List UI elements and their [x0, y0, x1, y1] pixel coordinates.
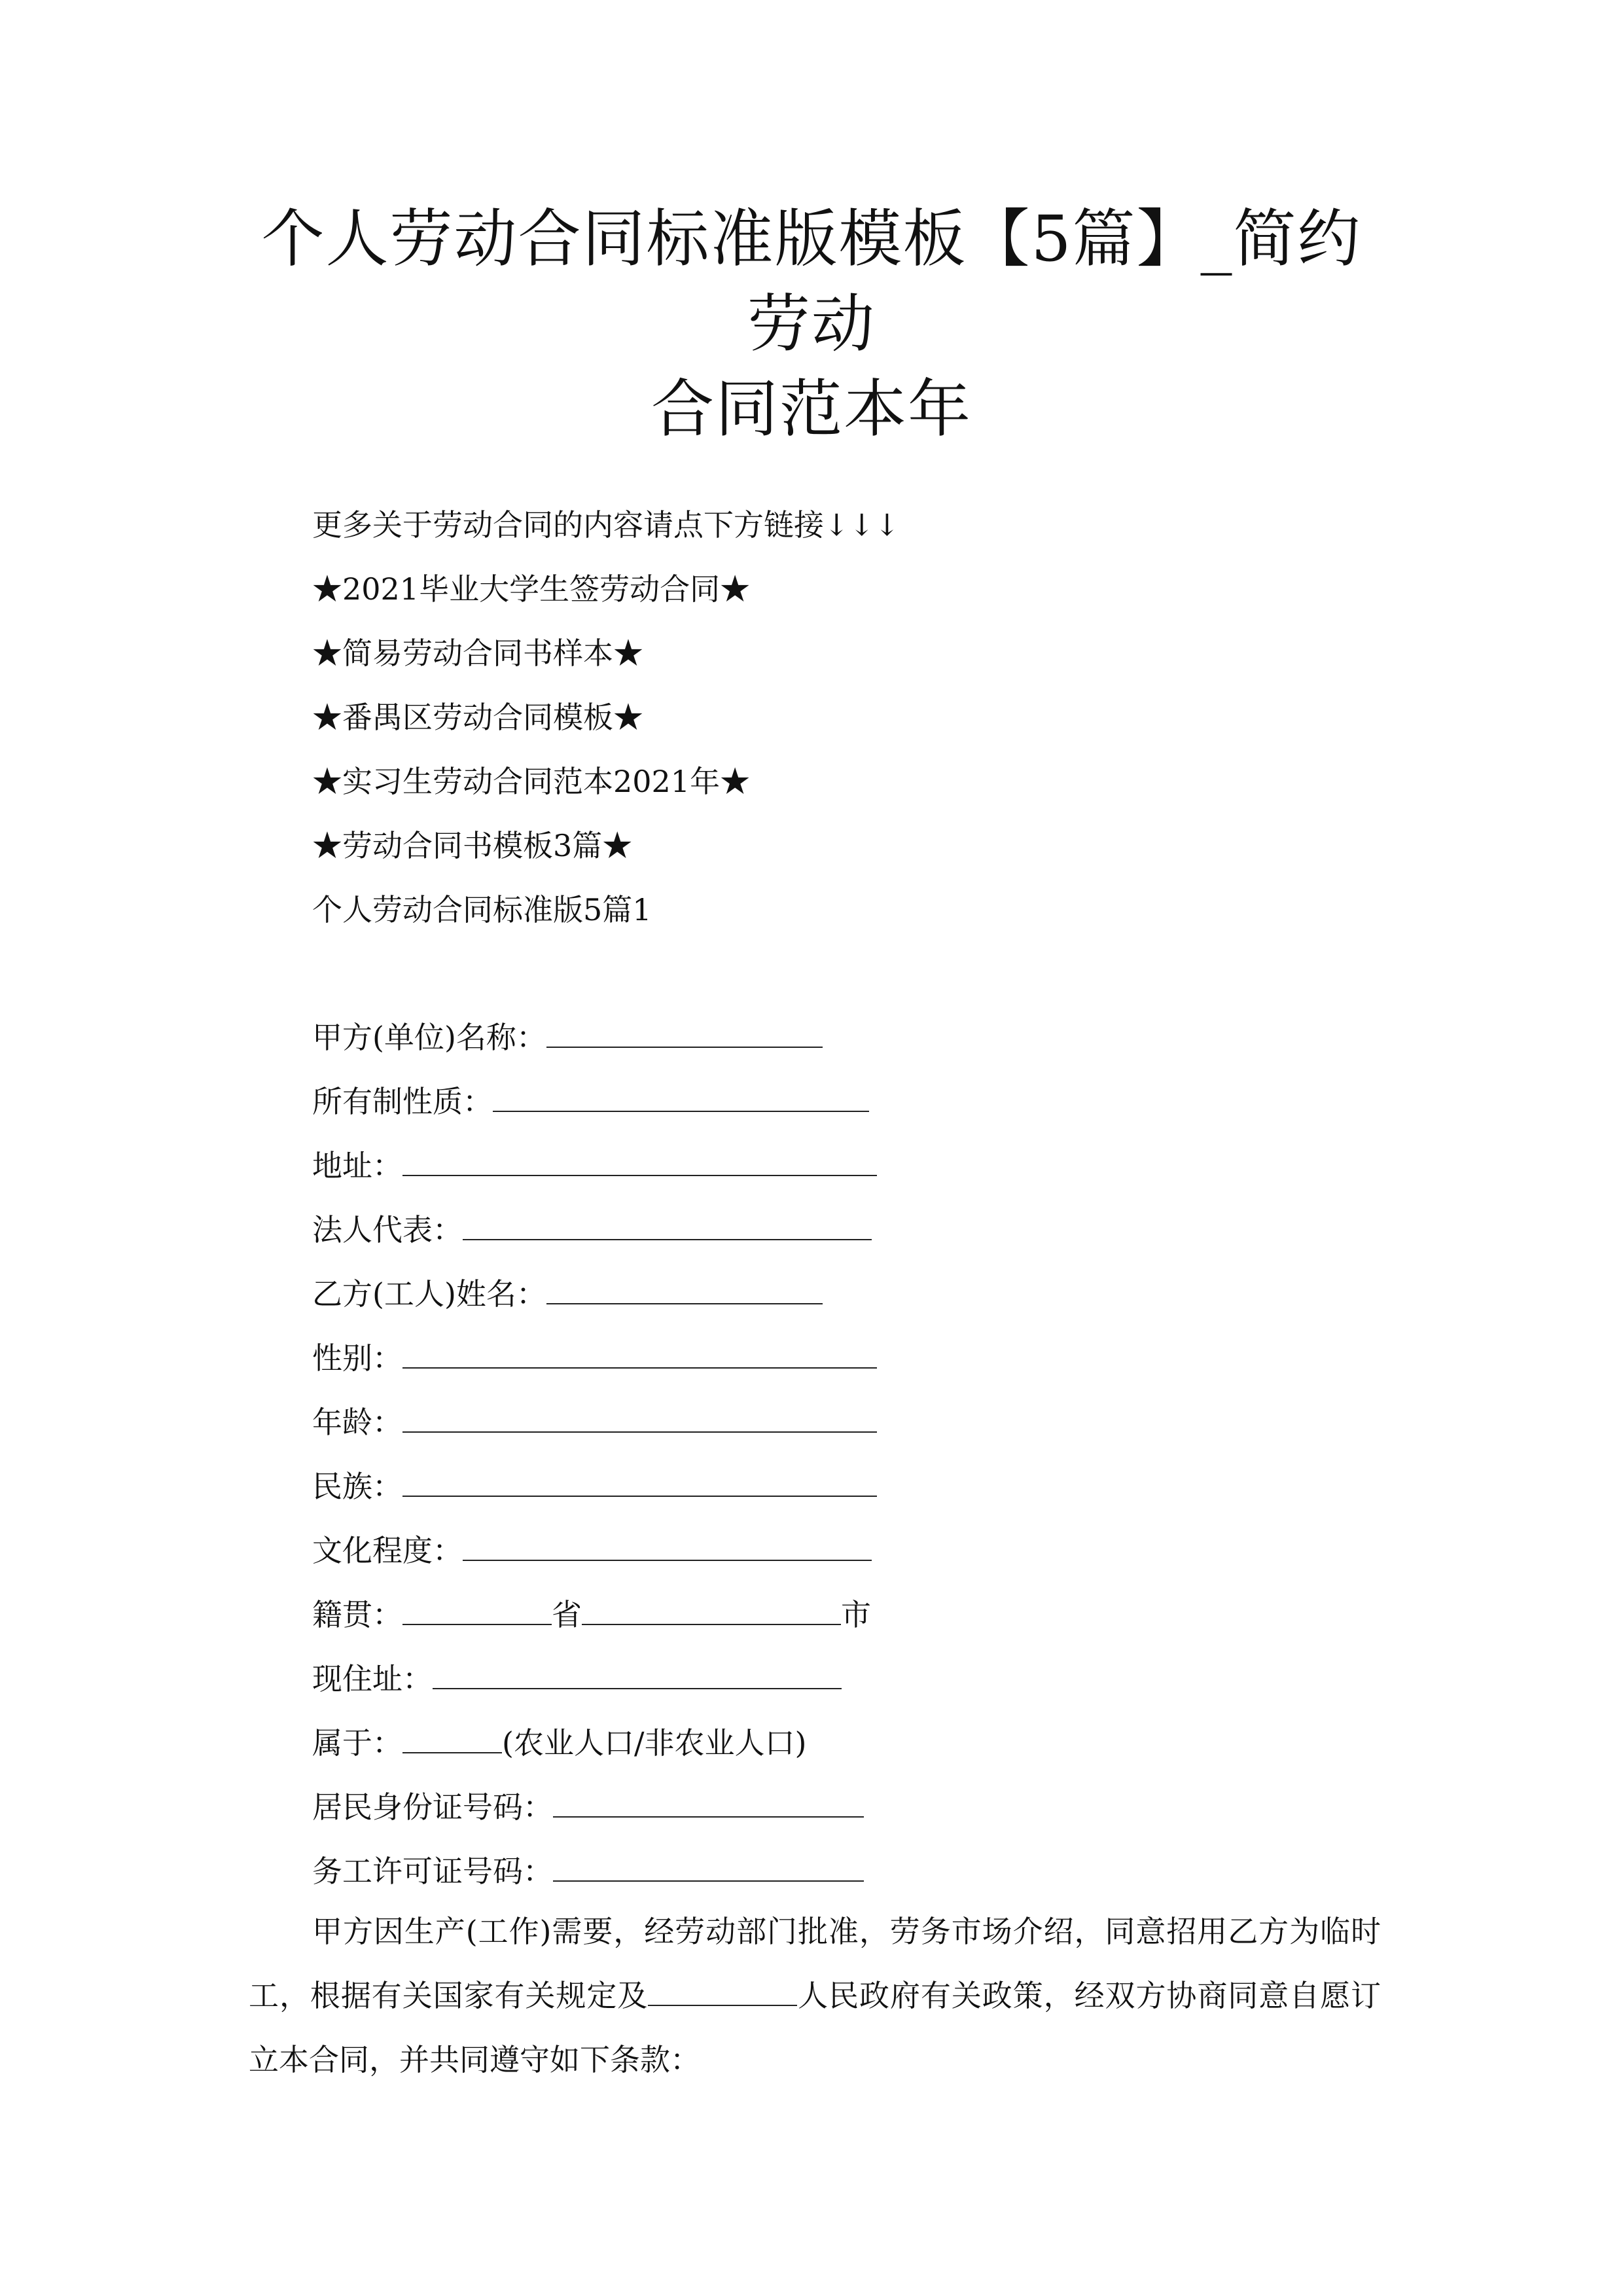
field-residence	[312, 1659, 842, 1698]
title-line-2: 合同范本年	[651, 372, 972, 446]
field-label: 性别：	[312, 1340, 402, 1376]
field-id-number	[312, 1787, 864, 1827]
ownership-blank	[493, 1083, 869, 1112]
intro-text: 更多关于劳动合同的内容请点下方链接↓↓↓	[312, 507, 900, 543]
field-label: 法人代表：	[312, 1212, 463, 1247]
worker-name-blank	[546, 1276, 823, 1304]
page-title	[236, 196, 1387, 452]
belongs-options: (农业人口/非农业人口)	[502, 1725, 807, 1761]
field-label: 属于：	[312, 1725, 402, 1761]
residence-blank	[433, 1660, 842, 1689]
city-blank	[582, 1596, 841, 1625]
field-education	[312, 1531, 872, 1570]
field-age	[312, 1403, 877, 1442]
link-simple-contract[interactable]: ★简易劳动合同书样本★	[312, 636, 643, 671]
field-label: 年龄：	[312, 1405, 402, 1440]
link-panyu-contract[interactable]: ★番禺区劳动合同模板★	[312, 700, 643, 735]
ethnicity-blank	[402, 1468, 877, 1497]
field-label: 乙方(工人)姓名：	[312, 1276, 546, 1312]
field-label: 籍贯：	[312, 1597, 402, 1632]
field-label: 民族：	[312, 1469, 402, 1504]
field-worker-name	[312, 1274, 823, 1314]
province-label: 省	[552, 1597, 582, 1632]
government-blank	[648, 1977, 797, 2006]
field-label: 文化程度：	[312, 1533, 463, 1568]
field-label: 现住址：	[312, 1661, 433, 1696]
field-ownership	[312, 1082, 869, 1121]
field-gender	[312, 1338, 877, 1378]
field-work-permit	[312, 1852, 864, 1891]
field-label: 地址：	[312, 1148, 402, 1183]
field-label: 居民身份证号码：	[312, 1789, 553, 1825]
paragraph-part-2: 人民政府有关政策，经双方协商同意自愿订立本合同，并共同遵守如下条款：	[249, 1978, 1381, 2077]
legal-rep-blank	[463, 1211, 872, 1240]
employer-name-blank	[546, 1019, 823, 1048]
address-blank	[402, 1147, 877, 1176]
work-permit-blank	[553, 1853, 864, 1882]
title-line-1: 个人劳动合同标准版模板【5篇】_简约劳动	[261, 202, 1362, 361]
link-graduate-contract[interactable]: ★2021毕业大学生签劳动合同★	[312, 571, 751, 607]
link-intern-contract[interactable]: ★实习生劳动合同范本2021年★	[312, 764, 751, 799]
education-blank	[463, 1532, 872, 1561]
paragraph-part-1: 甲方因生产(工作)需要，经劳动部门批准，劳务市场介绍，同意招用乙方为临时工，根据有关国家有关规定及	[249, 1914, 1381, 2013]
field-label: 甲方(单位)名称：	[312, 1020, 546, 1055]
id-number-blank	[553, 1789, 864, 1818]
contract-intro-paragraph	[249, 1899, 1381, 2092]
gender-blank	[402, 1340, 877, 1369]
belongs-to-blank	[402, 1725, 502, 1753]
field-belongs-to	[312, 1723, 806, 1763]
field-label: 务工许可证号码：	[312, 1854, 553, 1889]
field-native-place	[312, 1595, 871, 1634]
province-blank	[402, 1596, 552, 1625]
link-contract-template[interactable]: ★劳动合同书模板3篇★	[312, 828, 633, 863]
field-legal-rep	[312, 1210, 872, 1249]
section-heading: 个人劳动合同标准版5篇1	[312, 892, 652, 927]
field-label: 所有制性质：	[312, 1084, 493, 1119]
field-ethnicity	[312, 1467, 877, 1506]
age-blank	[402, 1404, 877, 1433]
field-employer-name	[312, 1018, 823, 1057]
field-address	[312, 1146, 877, 1185]
city-label: 市	[841, 1597, 871, 1632]
